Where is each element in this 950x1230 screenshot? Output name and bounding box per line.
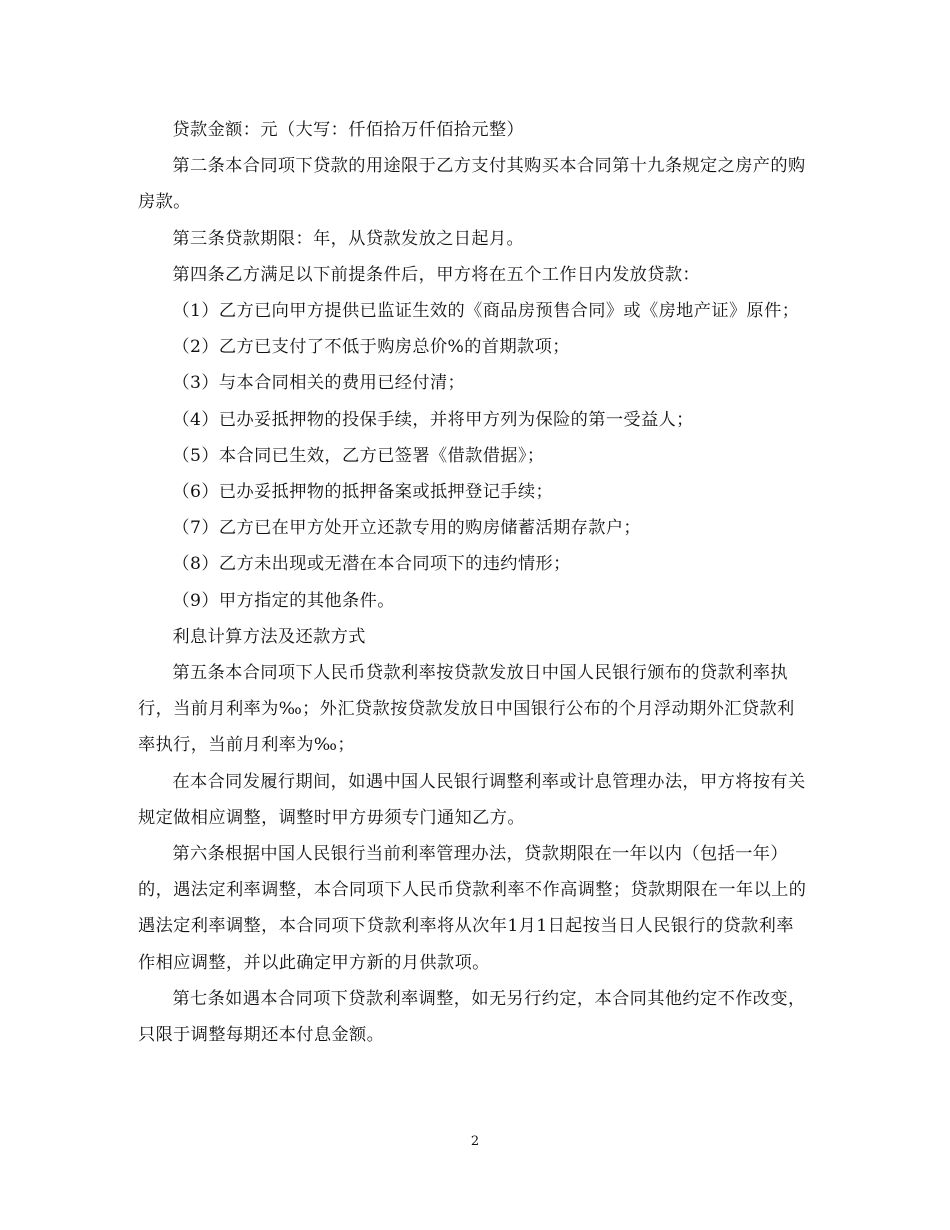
paragraph-article-2: 第二条本合同项下贷款的用途限于乙方支付其购买本合同第十九条规定之房产的购房款。 [138,156,806,213]
paragraph-article-5: 第五条本合同项下人民币贷款利率按贷款发放日中国人民银行颁布的贷款利率执行，当前月利率为‰；外汇贷款按贷款发放日中国银行公布的个月浮动期外汇贷款利率执行，当前月利率为‰； [138,663,795,756]
paragraph-condition-7: （7）乙方已在甲方处开立还款专用的购房储蓄活期存款户； [172,518,642,539]
paragraph-condition-9: （9）甲方指定的其他条件。 [172,590,395,611]
paragraph-condition-6: （6）已办妥抵押物的抵押备案或抵押登记手续； [172,482,554,503]
paragraph-rate-adjustment: 在本合同发履行期间，如遇中国人民银行调整利率或计息管理办法，甲方将按有关规定做相应调整，调整时甲方毋须专门通知乙方。 [138,771,806,828]
paragraph-condition-4: （4）已办妥抵押物的投保手续，并将甲方列为保险的第一受益人； [172,409,694,430]
paragraph-loan-amount: 贷款金额：元（大写：仟佰拾万仟佰拾元整） [172,120,525,140]
section-heading-interest: 利息计算方法及还款方式 [172,626,366,647]
document-body [138,112,810,1053]
paragraph-condition-1: （1）乙方已向甲方提供已监证生效的《商品房预售合同》或《房地产证》原件； [172,301,800,322]
paragraph-article-7: 第七条如遇本合同项下贷款利率调整，如无另行约定，本合同其他约定不作改变，只限于调整每期还本付息金额。 [138,988,806,1046]
paragraph-condition-8: （8）乙方未出现或无潜在本合同项下的违约情形； [172,554,571,575]
paragraph-article-3: 第三条贷款期限：年，从贷款发放之日起月。 [172,228,525,249]
paragraph-condition-5: （5）本合同已生效，乙方已签署《借款借据》； [172,445,545,466]
paragraph-condition-2: （2）乙方已支付了不低于购房总价%的首期款项； [172,337,570,358]
paragraph-article-6: 第六条根据中国人民银行当前利率管理办法，贷款期限在一年以内（包括一年）的，遇法定利率调整，本合同项下人民币贷款利率不作高调整；贷款期限在一年以上的遇法定利率调整，本合同项下贷款利率将从次年1月1日起按当日人民银行的贷款利率作相应调整，并以此确定甲方新的月供款项。 [138,844,807,973]
page-number: 2 [470,1134,480,1149]
paragraph-article-4: 第四条乙方满足以下前提条件后，甲方将在五个工作日内发放贷款： [172,264,701,285]
paragraph-condition-3: （3）与本合同相关的费用已经付清； [172,373,466,394]
